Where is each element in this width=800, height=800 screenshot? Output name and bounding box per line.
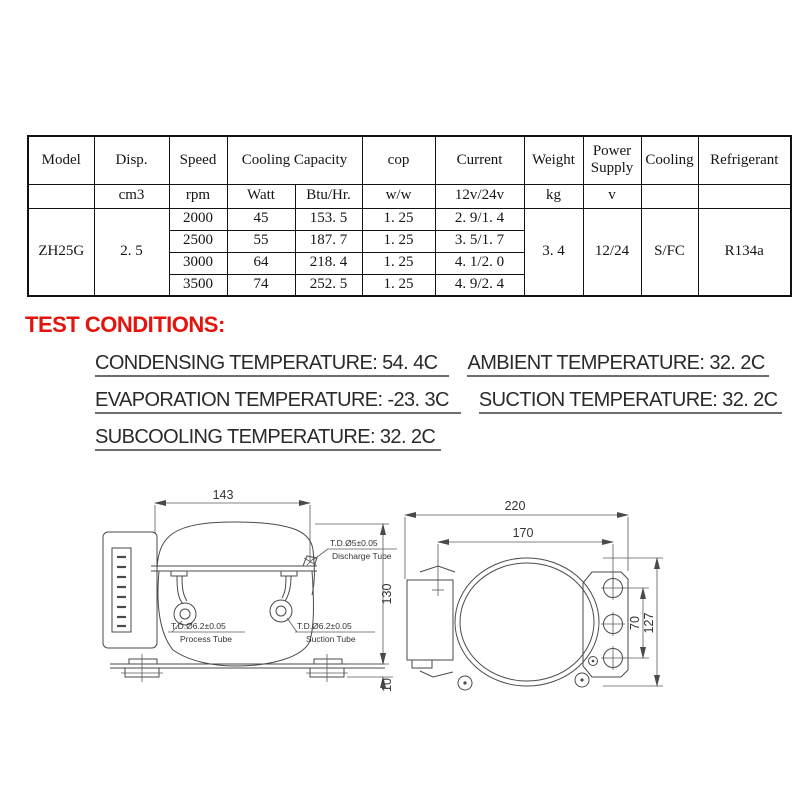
cell-cop: 1. 25 xyxy=(362,230,435,252)
cell-current: 4. 1/2. 0 xyxy=(435,252,524,274)
condensing-temperature: CONDENSING TEMPERATURE: 54. 4C xyxy=(95,352,449,377)
suction-tube-label xyxy=(287,618,375,644)
svg-text:Discharge Tube: Discharge Tube xyxy=(332,551,392,561)
svg-text:T.D.Ø5±0.05: T.D.Ø5±0.05 xyxy=(330,538,378,548)
shell-outline xyxy=(455,558,599,686)
cell-cop: 1. 25 xyxy=(362,252,435,274)
col-header-power-supply: Power Supply xyxy=(583,136,641,184)
cell-model: ZH25G xyxy=(28,208,94,296)
cell-cop: 1. 25 xyxy=(362,274,435,296)
spec-table xyxy=(27,135,792,297)
unit-watt: Watt xyxy=(227,184,295,208)
svg-text:Process Tube: Process Tube xyxy=(180,634,232,644)
vent-cover xyxy=(103,532,157,648)
condition-line xyxy=(95,426,782,451)
cell-speed: 3000 xyxy=(169,252,227,274)
unit-power-supply: v xyxy=(583,184,641,208)
subcooling-temperature: SUBCOOLING TEMPERATURE: 32. 2C xyxy=(95,426,441,451)
condition-line xyxy=(95,389,782,414)
svg-text:T.D.Ø6.2±0.05: T.D.Ø6.2±0.05 xyxy=(171,621,226,631)
evaporation-temperature: EVAPORATION TEMPERATURE: -23. 3C xyxy=(95,389,461,414)
header-row xyxy=(28,136,791,184)
cell-watt: 45 xyxy=(227,208,295,230)
cell-watt: 55 xyxy=(227,230,295,252)
unit-disp: cm3 xyxy=(94,184,169,208)
mounting-bracket xyxy=(583,572,628,677)
electrical-box xyxy=(407,566,455,677)
mounting-rail xyxy=(110,654,385,682)
dim-base-10 xyxy=(347,653,394,692)
cell-current: 2. 9/1. 4 xyxy=(435,208,524,230)
col-header-cop: cop xyxy=(362,136,435,184)
svg-text:Suction Tube: Suction Tube xyxy=(306,634,356,644)
unit-cell-empty xyxy=(641,184,698,208)
svg-text:127: 127 xyxy=(642,612,656,634)
cell-btu: 187. 7 xyxy=(295,230,362,252)
col-header-speed: Speed xyxy=(169,136,227,184)
svg-text:220: 220 xyxy=(504,499,526,513)
cell-btu: 218. 4 xyxy=(295,252,362,274)
cell-btu: 252. 5 xyxy=(295,274,362,296)
col-header-weight: Weight xyxy=(524,136,583,184)
cell-cop: 1. 25 xyxy=(362,208,435,230)
cell-speed: 3500 xyxy=(169,274,227,296)
col-header-disp: Disp. xyxy=(94,136,169,184)
suction-tube xyxy=(270,571,297,622)
cell-disp: 2. 5 xyxy=(94,208,169,296)
unit-weight: kg xyxy=(524,184,583,208)
col-header-model: Model xyxy=(28,136,94,184)
unit-cell-empty xyxy=(698,184,791,208)
col-header-current: Current xyxy=(435,136,524,184)
suction-temperature: SUCTION TEMPERATURE: 32. 2C xyxy=(479,389,782,414)
cell-refrigerant: R134a xyxy=(698,208,791,296)
compressor-shell xyxy=(151,522,317,666)
condition-line xyxy=(95,352,782,377)
cell-speed: 2500 xyxy=(169,230,227,252)
unit-cell-empty xyxy=(28,184,94,208)
unit-cop: w/w xyxy=(362,184,435,208)
cell-cooling: S/FC xyxy=(641,208,698,296)
cell-btu: 153. 5 xyxy=(295,208,362,230)
unit-speed: rpm xyxy=(169,184,227,208)
svg-text:T.D.Ø6.2±0.05: T.D.Ø6.2±0.05 xyxy=(297,621,352,631)
svg-text:143: 143 xyxy=(212,488,234,502)
svg-text:10: 10 xyxy=(380,678,394,692)
compressor-top-view-drawing xyxy=(393,486,688,711)
cell-weight: 3. 4 xyxy=(524,208,583,296)
col-header-refrigerant: Refrigerant xyxy=(698,136,791,184)
svg-text:170: 170 xyxy=(512,526,534,540)
process-tube xyxy=(171,571,196,625)
process-tube-label xyxy=(168,621,245,644)
table-row xyxy=(28,208,791,230)
test-conditions-title: TEST CONDITIONS: xyxy=(25,312,225,337)
ambient-temperature: AMBIENT TEMPERATURE: 32. 2C xyxy=(467,352,768,377)
col-header-cooling: Cooling xyxy=(641,136,698,184)
svg-text:70: 70 xyxy=(628,616,642,630)
test-conditions-list xyxy=(95,352,782,463)
cell-power-supply: 12/24 xyxy=(583,208,641,296)
cell-watt: 74 xyxy=(227,274,295,296)
discharge-tube-label xyxy=(313,538,397,561)
cell-current: 4. 9/2. 4 xyxy=(435,274,524,296)
cell-watt: 64 xyxy=(227,252,295,274)
cell-speed: 2000 xyxy=(169,208,227,230)
units-row xyxy=(28,184,791,208)
unit-btu: Btu/Hr. xyxy=(295,184,362,208)
compressor-side-view-drawing xyxy=(85,478,410,715)
col-header-cooling-capacity: Cooling Capacity xyxy=(227,136,362,184)
dim-width-143 xyxy=(155,488,310,563)
cell-current: 3. 5/1. 7 xyxy=(435,230,524,252)
unit-current: 12v/24v xyxy=(435,184,524,208)
svg-text:130: 130 xyxy=(380,583,394,605)
